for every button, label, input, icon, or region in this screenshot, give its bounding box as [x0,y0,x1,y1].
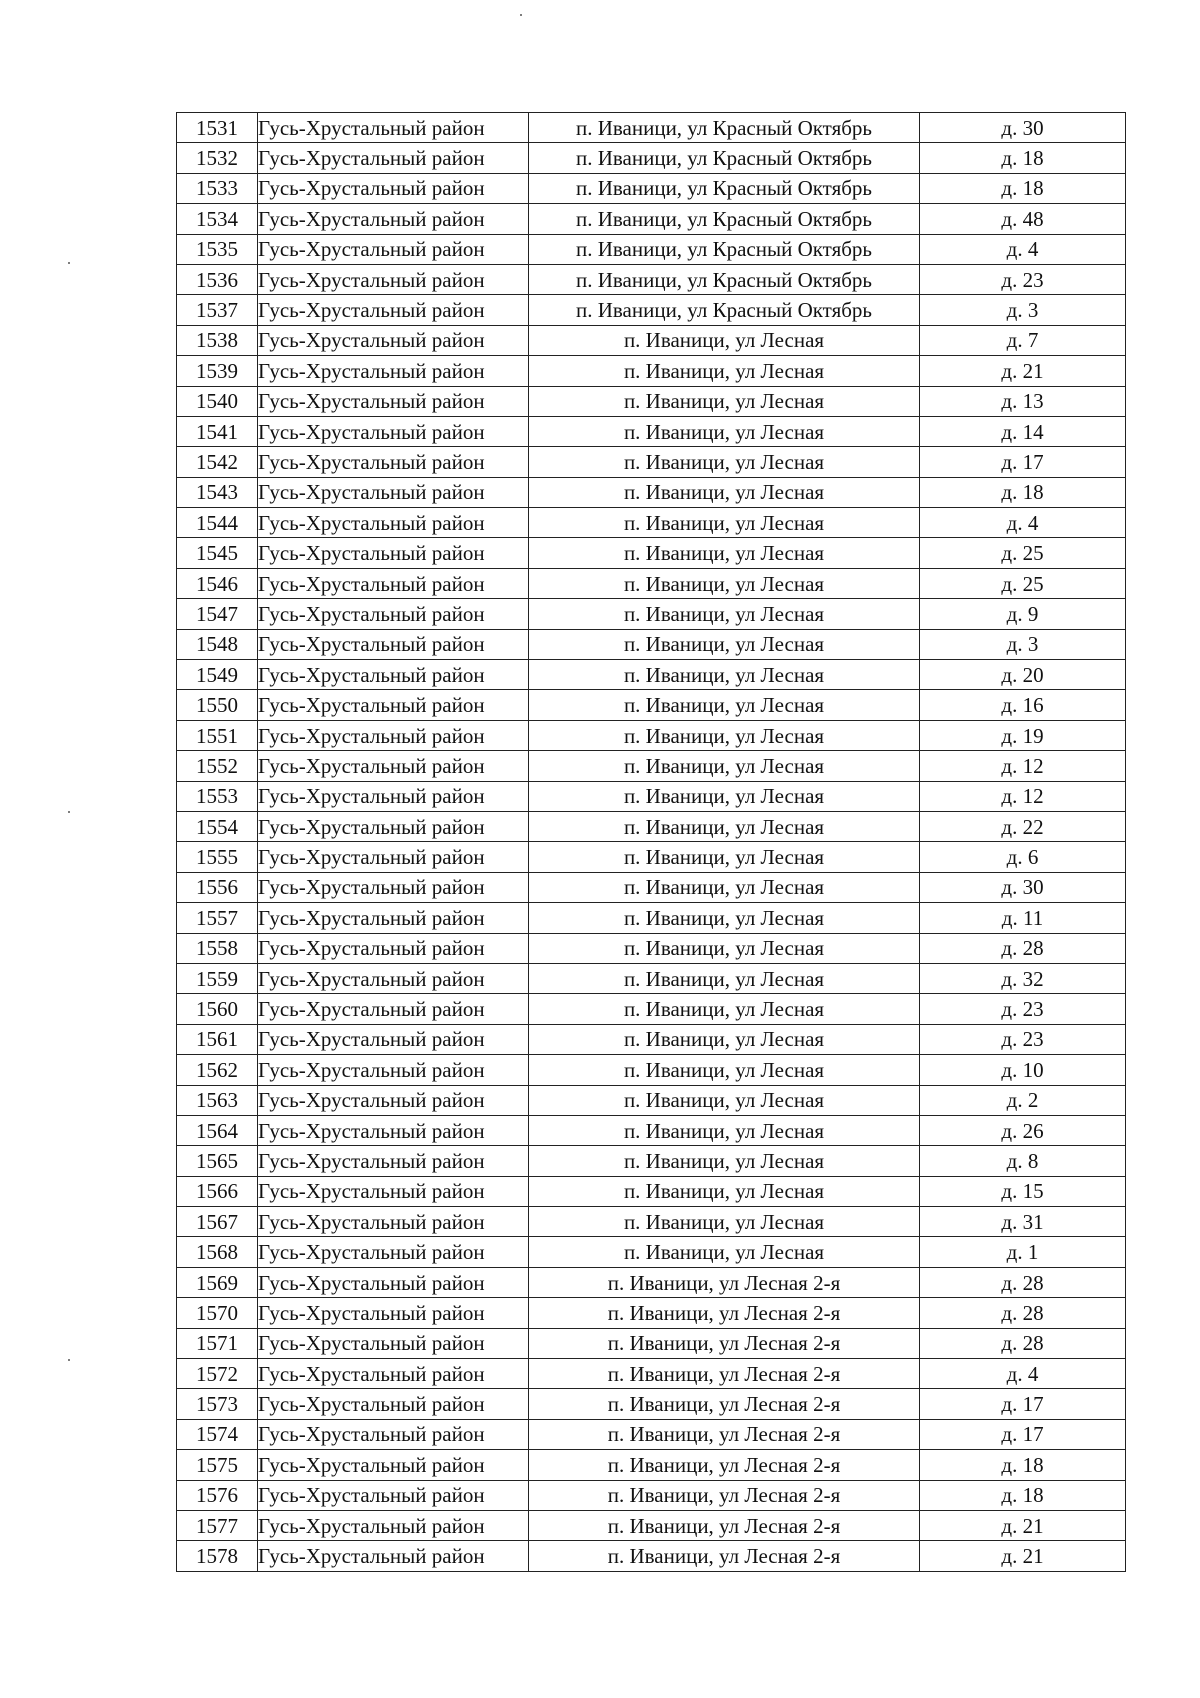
street-cell: п. Иваници, ул Лесная [529,933,920,963]
district-cell: Гусь-Хрустальный район [258,447,529,477]
row-number-cell: 1542 [177,447,258,477]
table-row [177,325,1126,355]
table-row [177,1207,1126,1237]
row-number-cell: 1564 [177,1115,258,1145]
table-row [177,1359,1126,1389]
scan-speck [68,811,70,813]
street-cell: п. Иваници, ул Лесная [529,994,920,1024]
street-cell: п. Иваници, ул Лесная [529,1176,920,1206]
street-cell: п. Иваници, ул Лесная [529,416,920,446]
row-number-cell: 1537 [177,295,258,325]
house-number-cell: д. 28 [920,933,1126,963]
table-row [177,386,1126,416]
house-number-cell: д. 4 [920,1359,1126,1389]
row-number-cell: 1552 [177,751,258,781]
table-row [177,994,1126,1024]
row-number-cell: 1544 [177,508,258,538]
street-cell: п. Иваници, ул Лесная [529,811,920,841]
row-number-cell: 1569 [177,1267,258,1297]
street-cell: п. Иваници, ул Лесная [529,751,920,781]
street-cell: п. Иваници, ул Лесная [529,1146,920,1176]
house-number-cell: д. 4 [920,508,1126,538]
house-number-cell: д. 32 [920,963,1126,993]
row-number-cell: 1546 [177,568,258,598]
house-number-cell: д. 48 [920,204,1126,234]
row-number-cell: 1571 [177,1328,258,1358]
street-cell: п. Иваници, ул Лесная [529,660,920,690]
house-number-cell: д. 18 [920,1480,1126,1510]
district-cell: Гусь-Хрустальный район [258,1237,529,1267]
row-number-cell: 1536 [177,264,258,294]
house-number-cell: д. 30 [920,872,1126,902]
table-row [177,204,1126,234]
row-number-cell: 1534 [177,204,258,234]
district-cell: Гусь-Хрустальный район [258,872,529,902]
house-number-cell: д. 23 [920,264,1126,294]
district-cell: Гусь-Хрустальный район [258,1267,529,1297]
street-cell: п. Иваници, ул Лесная 2-я [529,1419,920,1449]
house-number-cell: д. 12 [920,751,1126,781]
street-cell: п. Иваници, ул Лесная 2-я [529,1328,920,1358]
table-row [177,1328,1126,1358]
table-row [177,295,1126,325]
table-row [177,477,1126,507]
house-number-cell: д. 9 [920,599,1126,629]
district-cell: Гусь-Хрустальный район [258,416,529,446]
district-cell: Гусь-Хрустальный район [258,963,529,993]
district-cell: Гусь-Хрустальный район [258,751,529,781]
row-number-cell: 1543 [177,477,258,507]
street-cell: п. Иваници, ул Лесная 2-я [529,1298,920,1328]
table-row [177,811,1126,841]
address-table-body [177,113,1126,1572]
district-cell: Гусь-Хрустальный район [258,1541,529,1571]
row-number-cell: 1557 [177,903,258,933]
house-number-cell: д. 1 [920,1237,1126,1267]
table-row [177,781,1126,811]
row-number-cell: 1577 [177,1510,258,1540]
house-number-cell: д. 25 [920,538,1126,568]
row-number-cell: 1553 [177,781,258,811]
district-cell: Гусь-Хрустальный район [258,660,529,690]
street-cell: п. Иваници, ул Лесная 2-я [529,1267,920,1297]
house-number-cell: д. 21 [920,356,1126,386]
row-number-cell: 1532 [177,143,258,173]
street-cell: п. Иваници, ул Лесная 2-я [529,1480,920,1510]
table-row [177,1419,1126,1449]
row-number-cell: 1548 [177,629,258,659]
table-row [177,143,1126,173]
street-cell: п. Иваници, ул Красный Октябрь [529,204,920,234]
district-cell: Гусь-Хрустальный район [258,1024,529,1054]
row-number-cell: 1556 [177,872,258,902]
table-row [177,660,1126,690]
row-number-cell: 1559 [177,963,258,993]
house-number-cell: д. 12 [920,781,1126,811]
street-cell: п. Иваници, ул Лесная [529,842,920,872]
house-number-cell: д. 16 [920,690,1126,720]
scan-speck [520,14,522,16]
street-cell: п. Иваници, ул Лесная 2-я [529,1450,920,1480]
district-cell: Гусь-Хрустальный район [258,1085,529,1115]
house-number-cell: д. 28 [920,1267,1126,1297]
street-cell: п. Иваници, ул Красный Октябрь [529,264,920,294]
house-number-cell: д. 17 [920,1419,1126,1449]
district-cell: Гусь-Хрустальный район [258,629,529,659]
row-number-cell: 1563 [177,1085,258,1115]
row-number-cell: 1531 [177,113,258,143]
row-number-cell: 1566 [177,1176,258,1206]
district-cell: Гусь-Хрустальный район [258,781,529,811]
district-cell: Гусь-Хрустальный район [258,933,529,963]
row-number-cell: 1572 [177,1359,258,1389]
district-cell: Гусь-Хрустальный район [258,1450,529,1480]
street-cell: п. Иваници, ул Лесная [529,599,920,629]
table-row [177,447,1126,477]
street-cell: п. Иваници, ул Лесная [529,356,920,386]
table-row [177,173,1126,203]
street-cell: п. Иваници, ул Лесная [529,325,920,355]
district-cell: Гусь-Хрустальный район [258,1176,529,1206]
table-row [177,933,1126,963]
street-cell: п. Иваници, ул Красный Октябрь [529,143,920,173]
street-cell: п. Иваници, ул Лесная [529,1024,920,1054]
house-number-cell: д. 8 [920,1146,1126,1176]
row-number-cell: 1575 [177,1450,258,1480]
row-number-cell: 1535 [177,234,258,264]
district-cell: Гусь-Хрустальный район [258,295,529,325]
district-cell: Гусь-Хрустальный район [258,720,529,750]
table-row [177,1389,1126,1419]
house-number-cell: д. 19 [920,720,1126,750]
street-cell: п. Иваници, ул Лесная [529,903,920,933]
house-number-cell: д. 28 [920,1298,1126,1328]
house-number-cell: д. 18 [920,173,1126,203]
row-number-cell: 1540 [177,386,258,416]
street-cell: п. Иваници, ул Лесная [529,690,920,720]
street-cell: п. Иваници, ул Лесная [529,386,920,416]
table-row [177,1450,1126,1480]
district-cell: Гусь-Хрустальный район [258,538,529,568]
row-number-cell: 1551 [177,720,258,750]
house-number-cell: д. 18 [920,477,1126,507]
row-number-cell: 1570 [177,1298,258,1328]
street-cell: п. Иваници, ул Лесная [529,1085,920,1115]
house-number-cell: д. 25 [920,568,1126,598]
street-cell: п. Иваници, ул Красный Октябрь [529,295,920,325]
row-number-cell: 1558 [177,933,258,963]
district-cell: Гусь-Хрустальный район [258,811,529,841]
district-cell: Гусь-Хрустальный район [258,356,529,386]
row-number-cell: 1549 [177,660,258,690]
street-cell: п. Иваници, ул Лесная 2-я [529,1359,920,1389]
table-row [177,1267,1126,1297]
house-number-cell: д. 21 [920,1541,1126,1571]
table-row [177,264,1126,294]
row-number-cell: 1573 [177,1389,258,1419]
district-cell: Гусь-Хрустальный район [258,143,529,173]
street-cell: п. Иваници, ул Красный Октябрь [529,234,920,264]
street-cell: п. Иваници, ул Лесная [529,1055,920,1085]
row-number-cell: 1578 [177,1541,258,1571]
house-number-cell: д. 30 [920,113,1126,143]
street-cell: п. Иваници, ул Лесная [529,963,920,993]
scan-speck [68,262,70,264]
house-number-cell: д. 13 [920,386,1126,416]
row-number-cell: 1550 [177,690,258,720]
house-number-cell: д. 17 [920,447,1126,477]
row-number-cell: 1568 [177,1237,258,1267]
district-cell: Гусь-Хрустальный район [258,690,529,720]
house-number-cell: д. 26 [920,1115,1126,1145]
house-number-cell: д. 10 [920,1055,1126,1085]
table-row [177,416,1126,446]
table-row [177,1055,1126,1085]
district-cell: Гусь-Хрустальный район [258,842,529,872]
district-cell: Гусь-Хрустальный район [258,1298,529,1328]
street-cell: п. Иваници, ул Лесная [529,629,920,659]
row-number-cell: 1555 [177,842,258,872]
table-row [177,690,1126,720]
district-cell: Гусь-Хрустальный район [258,1419,529,1449]
district-cell: Гусь-Хрустальный район [258,508,529,538]
row-number-cell: 1547 [177,599,258,629]
district-cell: Гусь-Хрустальный район [258,1115,529,1145]
district-cell: Гусь-Хрустальный район [258,386,529,416]
house-number-cell: д. 20 [920,660,1126,690]
district-cell: Гусь-Хрустальный район [258,568,529,598]
table-row [177,720,1126,750]
table-row [177,356,1126,386]
table-row [177,1480,1126,1510]
table-row [177,1237,1126,1267]
street-cell: п. Иваници, ул Лесная [529,538,920,568]
street-cell: п. Иваници, ул Красный Октябрь [529,113,920,143]
house-number-cell: д. 28 [920,1328,1126,1358]
scan-speck [68,1359,70,1361]
district-cell: Гусь-Хрустальный район [258,599,529,629]
house-number-cell: д. 15 [920,1176,1126,1206]
house-number-cell: д. 6 [920,842,1126,872]
district-cell: Гусь-Хрустальный район [258,325,529,355]
table-row [177,508,1126,538]
street-cell: п. Иваници, ул Лесная [529,781,920,811]
table-row [177,842,1126,872]
table-row [177,568,1126,598]
street-cell: п. Иваници, ул Лесная [529,447,920,477]
table-row [177,113,1126,143]
row-number-cell: 1539 [177,356,258,386]
house-number-cell: д. 4 [920,234,1126,264]
district-cell: Гусь-Хрустальный район [258,1055,529,1085]
street-cell: п. Иваници, ул Лесная 2-я [529,1541,920,1571]
house-number-cell: д. 23 [920,994,1126,1024]
table-row [177,629,1126,659]
district-cell: Гусь-Хрустальный район [258,1359,529,1389]
street-cell: п. Иваници, ул Лесная [529,872,920,902]
table-row [177,963,1126,993]
table-row [177,903,1126,933]
table-row [177,751,1126,781]
table-row [177,872,1126,902]
house-number-cell: д. 2 [920,1085,1126,1115]
table-row [177,1146,1126,1176]
street-cell: п. Иваници, ул Лесная [529,508,920,538]
street-cell: п. Иваници, ул Лесная [529,1237,920,1267]
table-row [177,234,1126,264]
district-cell: Гусь-Хрустальный район [258,1328,529,1358]
house-number-cell: д. 11 [920,903,1126,933]
row-number-cell: 1533 [177,173,258,203]
table-row [177,1024,1126,1054]
district-cell: Гусь-Хрустальный район [258,1146,529,1176]
table-row [177,1176,1126,1206]
district-cell: Гусь-Хрустальный район [258,113,529,143]
table-row [177,1541,1126,1571]
table-row [177,538,1126,568]
street-cell: п. Иваници, ул Лесная [529,568,920,598]
row-number-cell: 1576 [177,1480,258,1510]
table-row [177,1298,1126,1328]
district-cell: Гусь-Хрустальный район [258,204,529,234]
address-table [176,112,1126,1572]
row-number-cell: 1554 [177,811,258,841]
house-number-cell: д. 17 [920,1389,1126,1419]
table-row [177,1115,1126,1145]
district-cell: Гусь-Хрустальный район [258,173,529,203]
house-number-cell: д. 3 [920,295,1126,325]
street-cell: п. Иваници, ул Лесная 2-я [529,1389,920,1419]
district-cell: Гусь-Хрустальный район [258,1207,529,1237]
house-number-cell: д. 18 [920,143,1126,173]
row-number-cell: 1538 [177,325,258,355]
district-cell: Гусь-Хрустальный район [258,264,529,294]
row-number-cell: 1545 [177,538,258,568]
district-cell: Гусь-Хрустальный район [258,234,529,264]
street-cell: п. Иваници, ул Лесная [529,720,920,750]
district-cell: Гусь-Хрустальный район [258,903,529,933]
district-cell: Гусь-Хрустальный район [258,1389,529,1419]
district-cell: Гусь-Хрустальный район [258,1510,529,1540]
table-row [177,1085,1126,1115]
house-number-cell: д. 3 [920,629,1126,659]
row-number-cell: 1562 [177,1055,258,1085]
street-cell: п. Иваници, ул Лесная [529,477,920,507]
house-number-cell: д. 31 [920,1207,1126,1237]
street-cell: п. Иваници, ул Лесная [529,1115,920,1145]
house-number-cell: д. 14 [920,416,1126,446]
row-number-cell: 1567 [177,1207,258,1237]
district-cell: Гусь-Хрустальный район [258,994,529,1024]
house-number-cell: д. 23 [920,1024,1126,1054]
row-number-cell: 1565 [177,1146,258,1176]
street-cell: п. Иваници, ул Красный Октябрь [529,173,920,203]
row-number-cell: 1561 [177,1024,258,1054]
street-cell: п. Иваници, ул Лесная [529,1207,920,1237]
house-number-cell: д. 18 [920,1450,1126,1480]
row-number-cell: 1574 [177,1419,258,1449]
street-cell: п. Иваници, ул Лесная 2-я [529,1510,920,1540]
house-number-cell: д. 21 [920,1510,1126,1540]
house-number-cell: д. 7 [920,325,1126,355]
table-row [177,599,1126,629]
row-number-cell: 1560 [177,994,258,1024]
table-row [177,1510,1126,1540]
district-cell: Гусь-Хрустальный район [258,477,529,507]
house-number-cell: д. 22 [920,811,1126,841]
district-cell: Гусь-Хрустальный район [258,1480,529,1510]
row-number-cell: 1541 [177,416,258,446]
